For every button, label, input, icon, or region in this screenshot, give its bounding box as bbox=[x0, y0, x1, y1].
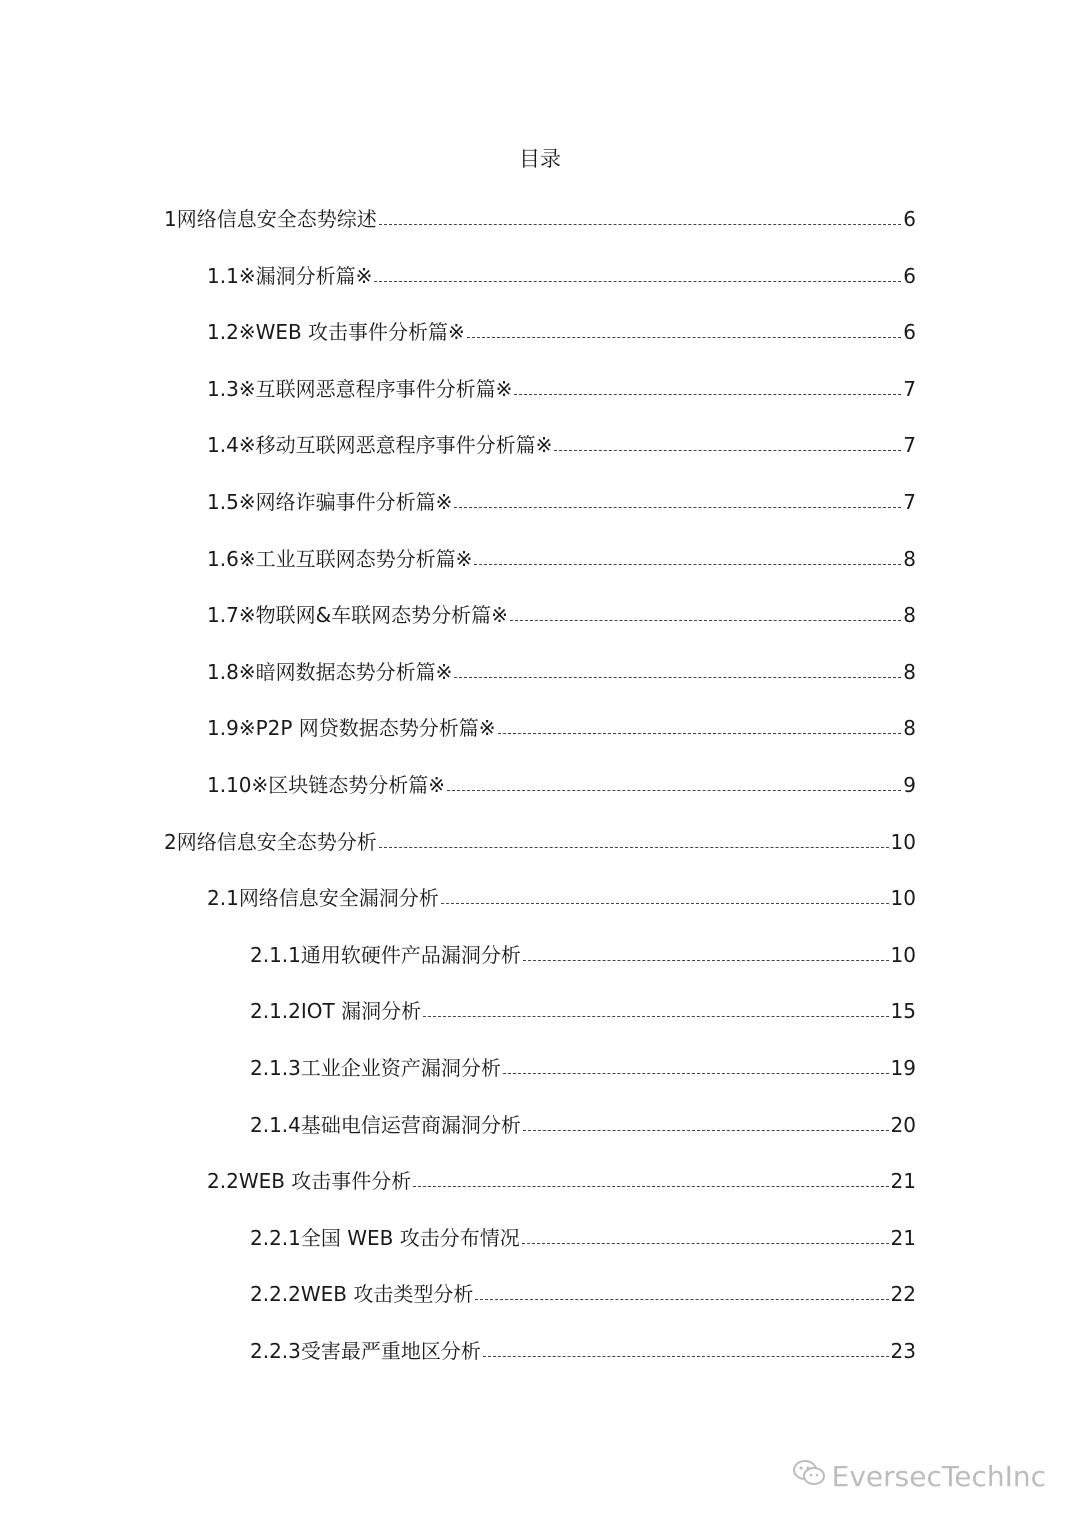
toc-dot-leader bbox=[413, 1186, 888, 1187]
toc-entry-number: 2.1.4 bbox=[250, 1112, 301, 1137]
toc-entry-title: 工业企业资产漏洞分析 bbox=[300, 1056, 501, 1080]
toc-entry-title: ※WEB 攻击事件分析篇※ bbox=[238, 320, 465, 345]
toc-entry-title: 全国 WEB 攻击分布情况 bbox=[300, 1225, 520, 1250]
watermark bbox=[792, 1458, 1046, 1495]
toc-entry-number: 2.2.3 bbox=[250, 1339, 301, 1363]
toc-entry[interactable] bbox=[164, 821, 916, 855]
toc-entry-title: ※移动互联网恶意程序事件分析篇※ bbox=[238, 433, 553, 458]
toc-dot-leader bbox=[475, 1299, 888, 1300]
toc-entry-title: ※暗网数据态势分析篇※ bbox=[238, 659, 453, 684]
toc-entry-number: 1 bbox=[164, 207, 177, 231]
toc-entry[interactable] bbox=[207, 594, 916, 628]
toc-entry-number: 1.2 bbox=[207, 320, 239, 345]
toc-title: 目录 bbox=[519, 147, 561, 171]
toc-page-number: 8 bbox=[903, 603, 916, 628]
toc-entry-title: IOT 漏洞分析 bbox=[300, 999, 422, 1024]
toc-entry-number: 1.10 bbox=[207, 773, 252, 797]
toc-entry-title: ※工业互联网态势分析篇※ bbox=[238, 546, 473, 571]
toc-entry[interactable] bbox=[250, 1047, 916, 1081]
toc-entry-title: 通用软硬件产品漏洞分析 bbox=[300, 942, 521, 967]
toc-page-number: 15 bbox=[890, 999, 916, 1024]
toc-page-number: 10 bbox=[890, 886, 916, 911]
toc-page-number: 7 bbox=[903, 490, 916, 514]
toc-dot-leader bbox=[454, 507, 901, 508]
toc-page-number: 7 bbox=[903, 376, 916, 401]
toc-entry-title: ※物联网&车联网态势分析篇※ bbox=[238, 603, 508, 628]
toc-entry[interactable] bbox=[207, 424, 916, 458]
toc-page-number: 6 bbox=[903, 207, 916, 231]
toc-entry[interactable] bbox=[207, 1160, 916, 1194]
toc-dot-leader bbox=[374, 281, 901, 282]
toc-entry-number: 2.1.2 bbox=[250, 999, 301, 1024]
wechat-icon bbox=[792, 1458, 832, 1495]
toc-entry-number: 1.3 bbox=[207, 376, 239, 401]
toc-entry-number: 1.8 bbox=[207, 659, 239, 684]
toc-entry-number: 2.2.1 bbox=[250, 1225, 301, 1250]
toc-entry-title: WEB 攻击事件分析 bbox=[238, 1169, 412, 1194]
toc-page-number: 8 bbox=[903, 716, 916, 741]
toc-page-number: 21 bbox=[890, 1169, 916, 1194]
toc-page-number: 10 bbox=[890, 942, 916, 967]
toc-entry-title: ※P2P 网贷数据态势分析篇※ bbox=[238, 716, 496, 741]
toc-page-number: 23 bbox=[890, 1339, 916, 1363]
toc-page-number: 6 bbox=[903, 320, 916, 345]
toc-page-number: 8 bbox=[903, 546, 916, 571]
toc-entry-number: 2 bbox=[164, 829, 177, 854]
toc-page-number: 6 bbox=[903, 263, 916, 288]
toc-entry[interactable] bbox=[207, 538, 916, 572]
toc-dot-leader bbox=[379, 224, 902, 225]
toc-dot-leader bbox=[379, 847, 889, 848]
toc-dot-leader bbox=[441, 903, 889, 904]
toc-entry[interactable] bbox=[250, 1273, 916, 1307]
toc-entry-number: 1.5 bbox=[207, 490, 239, 514]
toc-entry-number: 2.1.1 bbox=[250, 942, 301, 967]
toc-page-number: 7 bbox=[903, 433, 916, 458]
toc-entry-number: 2.2.2 bbox=[250, 1282, 301, 1307]
toc-page-number: 9 bbox=[903, 773, 916, 797]
toc-entry[interactable] bbox=[207, 877, 916, 911]
watermark-text: EversecTechInc bbox=[831, 1460, 1046, 1493]
toc-entry-number: 1.7 bbox=[207, 603, 239, 628]
toc-entry-number: 2.1.3 bbox=[250, 1056, 301, 1080]
toc-entry-title: 网络信息安全态势分析 bbox=[176, 829, 377, 854]
toc-entry[interactable] bbox=[207, 255, 916, 289]
toc-entry-number: 1.1 bbox=[207, 263, 239, 288]
toc-entry-number: 2.1 bbox=[207, 886, 239, 911]
toc-dot-leader bbox=[554, 450, 901, 451]
toc-entry[interactable] bbox=[207, 707, 916, 741]
toc-page-number: 21 bbox=[890, 1225, 916, 1250]
toc-entry-title: ※漏洞分析篇※ bbox=[238, 263, 373, 288]
toc-dot-leader bbox=[467, 337, 901, 338]
toc-entry-title: 网络信息安全漏洞分析 bbox=[238, 886, 439, 911]
toc-entry[interactable] bbox=[207, 311, 916, 345]
toc-entry[interactable] bbox=[207, 651, 916, 685]
toc-dot-leader bbox=[523, 960, 889, 961]
toc-dot-leader bbox=[522, 1243, 889, 1244]
toc-entry-title: ※网络诈骗事件分析篇※ bbox=[238, 490, 453, 514]
toc-entry-title: 受害最严重地区分析 bbox=[300, 1339, 481, 1363]
toc-entry-number: 1.4 bbox=[207, 433, 239, 458]
toc-entry[interactable] bbox=[164, 198, 916, 232]
toc-entry[interactable] bbox=[207, 368, 916, 402]
toc-entry[interactable] bbox=[250, 1330, 916, 1364]
toc-entry-number: 2.2 bbox=[207, 1169, 239, 1194]
toc-dot-leader bbox=[423, 1016, 888, 1017]
toc-entry-title: WEB 攻击类型分析 bbox=[300, 1282, 474, 1307]
toc-entry-title: ※互联网恶意程序事件分析篇※ bbox=[238, 376, 513, 401]
toc-dot-leader bbox=[454, 677, 901, 678]
toc-entry-number: 1.9 bbox=[207, 716, 239, 741]
toc-entry[interactable] bbox=[207, 764, 916, 798]
toc-dot-leader bbox=[483, 1356, 889, 1357]
toc-entry[interactable] bbox=[250, 990, 916, 1024]
toc-dot-leader bbox=[498, 733, 902, 734]
toc-entry[interactable] bbox=[250, 1104, 916, 1138]
toc-dot-leader bbox=[514, 394, 901, 395]
toc-dot-leader bbox=[523, 1130, 889, 1131]
toc-entry-title: 基础电信运营商漏洞分析 bbox=[300, 1112, 521, 1137]
toc-entry-title: 网络信息安全态势综述 bbox=[176, 207, 377, 231]
toc-dot-leader bbox=[447, 790, 901, 791]
toc-entry[interactable] bbox=[207, 481, 916, 515]
toc-dot-leader bbox=[510, 620, 901, 621]
toc-dot-leader bbox=[474, 564, 901, 565]
toc-page-number: 8 bbox=[903, 659, 916, 684]
toc-entry-title: ※区块链态势分析篇※ bbox=[251, 773, 446, 797]
toc-entry-number: 1.6 bbox=[207, 546, 239, 571]
toc-page-number: 19 bbox=[890, 1056, 916, 1080]
toc-page-number: 20 bbox=[890, 1112, 916, 1137]
toc-page-number: 10 bbox=[890, 829, 916, 854]
toc-entry[interactable] bbox=[250, 934, 916, 968]
toc-page-number: 22 bbox=[890, 1282, 916, 1307]
toc-entry[interactable] bbox=[250, 1217, 916, 1251]
toc-dot-leader bbox=[503, 1073, 889, 1074]
